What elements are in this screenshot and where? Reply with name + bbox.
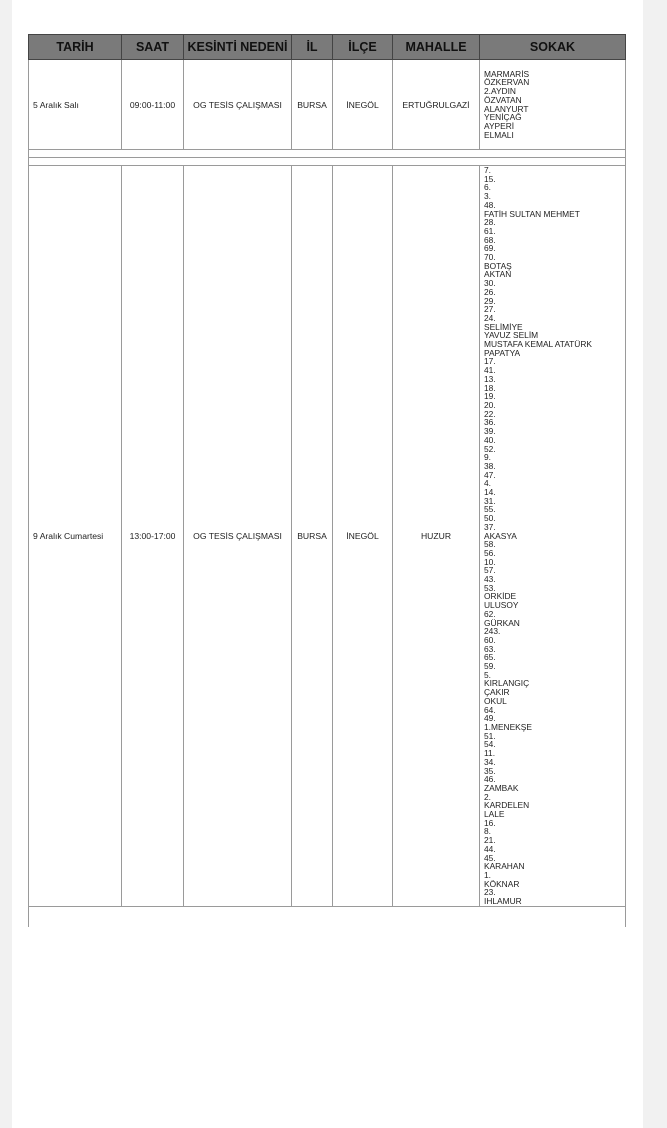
street-item: 53.: [484, 582, 496, 593]
street-item: KIRLANGIÇ: [484, 678, 530, 689]
street-item: AKASYA: [484, 530, 517, 541]
street-item: 30.: [484, 278, 496, 289]
cell-il: BURSA: [292, 60, 333, 150]
street-item: 15.: [484, 173, 496, 184]
cell-tarih: 5 Aralık Salı: [29, 60, 122, 150]
street-item: 21.: [484, 835, 496, 846]
cell-ilce: İNEGÖL: [333, 60, 393, 150]
street-item: MUSTAFA KEMAL ATATÜRK: [484, 339, 592, 350]
street-item: 22.: [484, 408, 496, 419]
street-item: 19.: [484, 391, 496, 402]
street-item: 40.: [484, 434, 496, 445]
street-item: 28.: [484, 217, 496, 228]
street-item: 62.: [484, 608, 496, 619]
street-item: 16.: [484, 817, 496, 828]
street-item: 43.: [484, 574, 496, 585]
street-item: KÖKNAR: [484, 878, 520, 889]
street-item: 18.: [484, 382, 496, 393]
separator-row: [29, 158, 626, 166]
street-item: 7.: [484, 165, 491, 175]
street-item: BOTAŞ: [484, 260, 512, 271]
street-item: 6.: [484, 182, 491, 193]
street-item: 45.: [484, 852, 496, 863]
street-item: FATİH SULTAN MEHMET: [484, 208, 580, 219]
street-item: 44.: [484, 843, 496, 854]
cell-tarih: 9 Aralık Cumartesi: [29, 166, 122, 907]
header-saat: SAAT: [122, 35, 184, 60]
street-item: 31.: [484, 495, 496, 506]
street-item: 8.: [484, 826, 491, 837]
street-item: 50.: [484, 513, 496, 524]
cell-saat: 13:00-17:00: [122, 166, 184, 907]
street-item: 46.: [484, 774, 496, 785]
street-item: 47.: [484, 469, 496, 480]
street-item: 1.MENEKŞE: [484, 722, 532, 732]
street-item: YAVUZ SELİM: [484, 330, 539, 341]
street-item: GÜRKAN: [484, 617, 520, 628]
street-item: 14.: [484, 487, 496, 498]
street-item: OKUL: [484, 695, 507, 706]
cell-ilce: İNEGÖL: [333, 166, 393, 907]
street-item: 2.AYDIN: [484, 86, 516, 97]
cell-mahalle: ERTUĞRULGAZİ: [393, 60, 480, 150]
header-ilce: İLÇE: [333, 35, 393, 60]
cell-mahalle: HUZUR: [393, 166, 480, 907]
street-item: ALANYURT: [484, 103, 529, 114]
street-item: ÖZVATAN: [484, 94, 522, 105]
street-item: 27.: [484, 304, 496, 315]
street-item: 4.: [484, 478, 491, 489]
street-item: 38.: [484, 460, 496, 471]
street-item: 26.: [484, 286, 496, 297]
header-il: İL: [292, 35, 333, 60]
header-mahalle: MAHALLE: [393, 35, 480, 60]
street-item: 68.: [484, 234, 496, 245]
street-item: 65.: [484, 652, 496, 663]
separator-row: [29, 150, 626, 158]
street-item: 48.: [484, 199, 496, 210]
street-item: 57.: [484, 565, 496, 576]
street-item: 41.: [484, 365, 496, 376]
street-item: 54.: [484, 739, 496, 750]
street-item: ÖZKERVAN: [484, 77, 530, 88]
street-item: 1.: [484, 869, 491, 880]
cell-neden: OG TESİS ÇALIŞMASI: [184, 60, 292, 150]
street-item: AKTAN: [484, 269, 512, 280]
outage-table: [28, 34, 626, 927]
street-item: 9.: [484, 452, 491, 463]
street-item: 59.: [484, 661, 496, 672]
street-item: KARAHAN: [484, 861, 525, 872]
street-item: 49.: [484, 713, 496, 724]
street-item: ULUSOY: [484, 600, 519, 611]
street-item: SELİMİYE: [484, 321, 523, 332]
street-item: 10.: [484, 556, 496, 567]
cell-sokak: [480, 60, 626, 150]
cell-il: BURSA: [292, 166, 333, 907]
street-item: 69.: [484, 243, 496, 254]
cell-sokak: [480, 166, 626, 907]
street-item: 11.: [484, 748, 496, 759]
table-row: [29, 166, 626, 907]
street-item: YENİÇAĞ: [484, 112, 522, 123]
street-item: 56.: [484, 547, 496, 558]
street-item: 23.: [484, 887, 496, 898]
street-item: 58.: [484, 539, 496, 550]
street-item: ZAMBAK: [484, 782, 519, 793]
header-neden: KESİNTİ NEDENİ: [184, 35, 292, 60]
street-item: 39.: [484, 426, 496, 437]
street-item: AYPERİ: [484, 120, 515, 131]
street-item: 37.: [484, 521, 496, 532]
street-item: 29.: [484, 295, 496, 306]
street-item: ÇAKIR: [484, 687, 510, 698]
street-item: ELMALI: [484, 129, 514, 140]
street-item: ORKİDE: [484, 591, 517, 602]
trailing-row: [29, 906, 626, 927]
street-item: 63.: [484, 643, 496, 654]
street-item: 2.: [484, 791, 491, 802]
cell-neden: OG TESİS ÇALIŞMASI: [184, 166, 292, 907]
cell-saat: 09:00-11:00: [122, 60, 184, 150]
street-item: 35.: [484, 765, 496, 776]
street-item: 61.: [484, 225, 496, 236]
street-item: 36.: [484, 417, 496, 428]
street-item: 70.: [484, 252, 496, 263]
street-item: 17.: [484, 356, 496, 367]
street-item: 64.: [484, 704, 496, 715]
street-item: 20.: [484, 399, 496, 410]
street-item: 51.: [484, 730, 496, 741]
header-tarih: TARİH: [29, 35, 122, 60]
street-item: 34.: [484, 756, 496, 767]
street-item: IHLAMUR: [484, 896, 522, 907]
street-item: 60.: [484, 634, 496, 645]
street-item: 13.: [484, 373, 496, 384]
street-item: 52.: [484, 443, 496, 454]
street-item: 243.: [484, 626, 501, 637]
street-item: KARDELEN: [484, 800, 530, 811]
table-row: [29, 60, 626, 150]
street-item: 55.: [484, 504, 496, 515]
street-item: 24.: [484, 312, 496, 323]
street-item: MARMARİS: [484, 68, 530, 79]
street-item: 5.: [484, 669, 491, 680]
street-item: PAPATYA: [484, 347, 521, 358]
header-row: [29, 35, 626, 60]
street-item: 3.: [484, 191, 491, 202]
header-sokak: SOKAK: [480, 35, 626, 60]
street-item: LALE: [484, 809, 505, 820]
